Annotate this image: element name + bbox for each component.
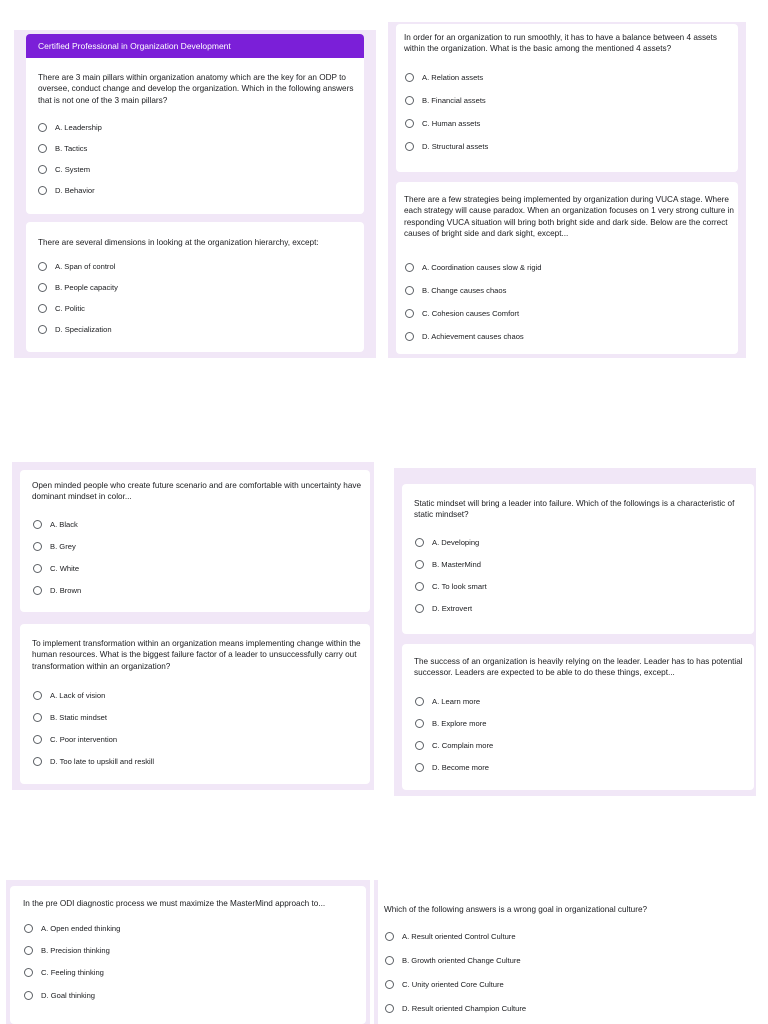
option-label: C. Poor intervention bbox=[50, 735, 118, 744]
question-card-9 bbox=[10, 886, 366, 1024]
option-b[interactable] bbox=[33, 542, 76, 551]
option-label: A. Result oriented Control Culture bbox=[402, 932, 516, 941]
option-label: D. Result oriented Champion Culture bbox=[402, 1004, 527, 1013]
option-d[interactable] bbox=[38, 325, 112, 334]
radio-button[interactable] bbox=[38, 165, 47, 174]
radio-button[interactable] bbox=[24, 924, 33, 933]
radio-button[interactable] bbox=[24, 946, 33, 955]
option-label: B. Tactics bbox=[55, 144, 88, 153]
radio-button[interactable] bbox=[415, 538, 424, 547]
radio-button[interactable] bbox=[33, 691, 42, 700]
option-label: B. Grey bbox=[50, 542, 76, 551]
radio-button[interactable] bbox=[405, 119, 414, 128]
option-label: B. Explore more bbox=[432, 719, 487, 728]
option-label: C. Unity oriented Core Culture bbox=[402, 980, 504, 989]
option-label: A. Relation assets bbox=[422, 73, 484, 82]
radio-button[interactable] bbox=[415, 604, 424, 613]
radio-button[interactable] bbox=[24, 968, 33, 977]
option-a[interactable] bbox=[24, 924, 120, 933]
option-a[interactable] bbox=[415, 697, 480, 706]
radio-button[interactable] bbox=[385, 980, 394, 989]
question-card-3 bbox=[396, 24, 738, 172]
option-a[interactable] bbox=[405, 263, 541, 272]
question-card-7 bbox=[402, 484, 754, 634]
option-b[interactable] bbox=[405, 286, 506, 295]
radio-button[interactable] bbox=[415, 763, 424, 772]
option-b[interactable] bbox=[415, 560, 481, 569]
question-text: In the pre ODI diagnostic process we must maximize the MasterMind approach to... bbox=[23, 899, 326, 908]
radio-button[interactable] bbox=[385, 932, 394, 941]
option-a[interactable] bbox=[38, 123, 102, 132]
option-label: A. Open ended thinking bbox=[41, 924, 121, 933]
option-c[interactable] bbox=[38, 304, 85, 313]
option-a[interactable] bbox=[385, 932, 516, 941]
option-d[interactable] bbox=[415, 604, 472, 613]
form-title: Certified Professional in Organization Development bbox=[38, 41, 231, 51]
option-b[interactable] bbox=[405, 96, 486, 105]
question-text: There are several dimensions in looking at the organization hierarchy, except: bbox=[38, 238, 319, 247]
radio-button[interactable] bbox=[33, 542, 42, 551]
radio-button[interactable] bbox=[33, 520, 42, 529]
radio-button[interactable] bbox=[38, 283, 47, 292]
option-c[interactable] bbox=[415, 741, 493, 750]
radio-button[interactable] bbox=[38, 144, 47, 153]
question-text: To implement transformation within an organization means implementing change within the human resources. What is the biggest failure factor of a leader to unsuccessfully carry out transformation within an organization? bbox=[32, 639, 361, 671]
question-card-10 bbox=[380, 886, 760, 1024]
option-label: D. Too late to upskill and reskill bbox=[50, 757, 155, 766]
option-d[interactable] bbox=[385, 1004, 526, 1013]
question-card-1 bbox=[26, 34, 364, 214]
option-b[interactable] bbox=[415, 719, 486, 728]
radio-button[interactable] bbox=[415, 719, 424, 728]
question-text: There are 3 main pillars within organization anatomy which are the key for an ODP to oversee, conduct change and develop the organization. Which in the following answers that is not one of the 3 main pillars? bbox=[38, 73, 354, 105]
question-card-8 bbox=[402, 644, 754, 790]
question-card-4 bbox=[396, 182, 738, 354]
option-label: B. Financial assets bbox=[422, 96, 486, 105]
screenshot-panel-bottom-right bbox=[374, 880, 378, 1024]
radio-button[interactable] bbox=[405, 73, 414, 82]
radio-button[interactable] bbox=[38, 325, 47, 334]
option-label: D. Structural assets bbox=[422, 142, 489, 151]
option-label: C. Politic bbox=[55, 304, 85, 313]
option-label: D. Achievement causes chaos bbox=[422, 332, 524, 341]
option-c[interactable] bbox=[405, 309, 519, 318]
radio-button[interactable] bbox=[415, 697, 424, 706]
option-label: C. Feeling thinking bbox=[41, 968, 104, 977]
option-b[interactable] bbox=[24, 946, 110, 955]
option-b[interactable] bbox=[38, 283, 118, 292]
option-b[interactable] bbox=[38, 144, 87, 153]
radio-button[interactable] bbox=[38, 262, 47, 271]
option-label: C. System bbox=[55, 165, 91, 174]
option-label: A. Black bbox=[50, 520, 78, 529]
option-c[interactable] bbox=[415, 582, 487, 591]
option-label: A. Coordination causes slow & rigid bbox=[422, 263, 542, 272]
radio-button[interactable] bbox=[415, 582, 424, 591]
question-text: In order for an organization to run smoothly, it has to have a balance between 4 assets within the organization. What is the basic among the mentioned 4 assets? bbox=[404, 33, 717, 54]
option-label: A. Lack of vision bbox=[50, 691, 106, 700]
option-label: A. Developing bbox=[432, 538, 480, 547]
radio-button[interactable] bbox=[38, 186, 47, 195]
option-c[interactable] bbox=[385, 980, 504, 989]
option-d[interactable] bbox=[24, 991, 95, 1000]
option-a[interactable] bbox=[415, 538, 479, 547]
option-c[interactable] bbox=[38, 165, 90, 174]
option-a[interactable] bbox=[405, 73, 483, 82]
option-label: B. Growth oriented Change Culture bbox=[402, 956, 521, 965]
option-c[interactable] bbox=[33, 735, 117, 744]
radio-button[interactable] bbox=[415, 560, 424, 569]
option-label: D. Behavior bbox=[55, 186, 95, 195]
radio-button[interactable] bbox=[33, 757, 42, 766]
option-d[interactable] bbox=[405, 142, 488, 151]
radio-button[interactable] bbox=[405, 142, 414, 151]
option-a[interactable] bbox=[33, 691, 105, 700]
radio-button[interactable] bbox=[405, 286, 414, 295]
radio-button[interactable] bbox=[385, 956, 394, 965]
option-label: B. People capacity bbox=[55, 283, 118, 292]
option-a[interactable] bbox=[38, 262, 115, 271]
form-title-banner bbox=[26, 34, 364, 58]
option-a[interactable] bbox=[33, 520, 78, 529]
option-label: C. Human assets bbox=[422, 119, 481, 128]
option-label: B. Change causes chaos bbox=[422, 286, 507, 295]
radio-button[interactable] bbox=[405, 309, 414, 318]
question-text: The success of an organization is heavily relying on the leader. Leader has to has potential successor. Leaders are expected to be able to do these things, except... bbox=[414, 657, 743, 678]
radio-button[interactable] bbox=[385, 1004, 394, 1013]
option-label: C. To look smart bbox=[432, 582, 487, 591]
question-text: Static mindset will bring a leader into failure. Which of the followings is a characteristic of static mindset? bbox=[414, 499, 735, 520]
option-label: A. Learn more bbox=[432, 697, 481, 706]
radio-button[interactable] bbox=[415, 741, 424, 750]
option-c[interactable] bbox=[405, 119, 480, 128]
radio-button[interactable] bbox=[33, 713, 42, 722]
option-d[interactable] bbox=[415, 763, 489, 772]
option-label: D. Goal thinking bbox=[41, 991, 96, 1000]
option-c[interactable] bbox=[33, 564, 79, 573]
radio-button[interactable] bbox=[405, 263, 414, 272]
option-c[interactable] bbox=[24, 968, 104, 977]
question-card-2 bbox=[26, 222, 364, 352]
radio-button[interactable] bbox=[33, 564, 42, 573]
question-card-6 bbox=[20, 624, 370, 784]
question-text: Which of the following answers is a wrong goal in organizational culture? bbox=[384, 905, 648, 914]
option-d[interactable] bbox=[33, 586, 81, 595]
option-d[interactable] bbox=[38, 186, 95, 195]
radio-button[interactable] bbox=[405, 332, 414, 341]
radio-button[interactable] bbox=[38, 123, 47, 132]
option-d[interactable] bbox=[405, 332, 524, 341]
option-label: A. Span of control bbox=[55, 262, 116, 271]
option-label: D. Specialization bbox=[55, 325, 112, 334]
question-card-5 bbox=[20, 470, 370, 612]
option-label: C. Complain more bbox=[432, 741, 494, 750]
radio-button[interactable] bbox=[33, 586, 42, 595]
option-b[interactable] bbox=[385, 956, 521, 965]
option-label: B. Precision thinking bbox=[41, 946, 110, 955]
option-label: D. Extrovert bbox=[432, 604, 473, 613]
option-label: A. Leadership bbox=[55, 123, 102, 132]
option-label: B. MasterMind bbox=[432, 560, 481, 569]
option-label: C. Cohesion causes Comfort bbox=[422, 309, 520, 318]
question-text: There are a few strategies being implemented by organization during VUCA stage. Where each strategy will cause paradox. When an organization focuses on 1 very strong culture in responding VUCA situation will bring both bright side and dark side. Below are the correct causes of bright side and dark sight, except... bbox=[404, 195, 734, 239]
radio-button[interactable] bbox=[405, 96, 414, 105]
question-text: Open minded people who create future scenario and are comfortable with uncertainty have dominant mindset in color... bbox=[32, 481, 362, 502]
option-b[interactable] bbox=[33, 713, 107, 722]
option-label: D. Become more bbox=[432, 763, 489, 772]
option-d[interactable] bbox=[33, 757, 154, 766]
radio-button[interactable] bbox=[38, 304, 47, 313]
radio-button[interactable] bbox=[33, 735, 42, 744]
option-label: C. White bbox=[50, 564, 80, 573]
radio-button[interactable] bbox=[24, 991, 33, 1000]
option-label: D. Brown bbox=[50, 586, 82, 595]
option-label: B. Static mindset bbox=[50, 713, 107, 722]
